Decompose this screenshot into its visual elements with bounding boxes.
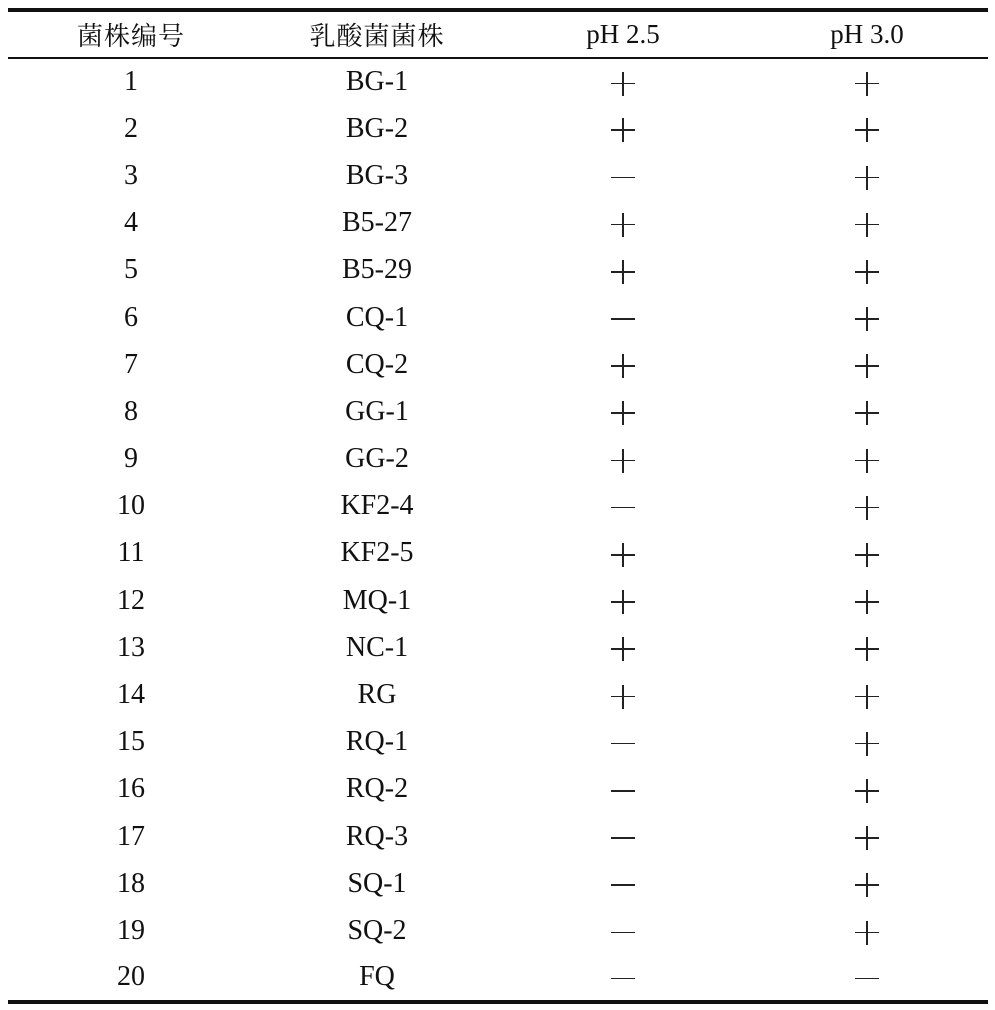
strain-number-cell: 5 [124, 254, 138, 286]
plus-icon [611, 637, 635, 661]
ph-2-5-result-cell [500, 294, 746, 341]
ph-3-0-result-cell [746, 813, 988, 860]
ph-2-5-result-cell [500, 530, 746, 577]
strain-number-cell: 6 [124, 301, 138, 333]
plus-icon [855, 307, 879, 331]
acid-tolerance-table [8, 8, 988, 1004]
plus-icon [855, 873, 879, 897]
ph-2-5-result-cell [500, 388, 746, 435]
minus-icon [611, 307, 635, 331]
ph-2-5-result-cell [500, 247, 746, 294]
plus-icon [855, 685, 879, 709]
strain-name-cell: CQ-1 [345, 301, 409, 333]
plus-icon [855, 354, 879, 378]
strain-number-cell: 12 [117, 584, 145, 616]
strain-name-cell: RG [357, 679, 397, 711]
ph-2-5-result-cell [500, 671, 746, 718]
plus-icon [611, 354, 635, 378]
table-row [8, 388, 988, 435]
strain-name-cell: GG-1 [345, 395, 409, 427]
ph-3-0-result-cell [746, 766, 988, 813]
minus-icon [611, 967, 635, 991]
strain-name-cell: CQ-2 [345, 348, 409, 380]
strain-number-cell: 9 [124, 443, 138, 475]
plus-icon [855, 590, 879, 614]
plus-icon [611, 590, 635, 614]
minus-icon [855, 967, 879, 991]
header-lab-strain: 乳酸菌菌株 [254, 10, 500, 58]
ph-2-5-result-cell [500, 907, 746, 954]
strain-number-cell: 4 [124, 207, 138, 239]
strain-number-cell: 1 [124, 66, 138, 98]
plus-icon [855, 72, 879, 96]
ph-2-5-result-cell [500, 436, 746, 483]
ph-3-0-result-cell [746, 577, 988, 624]
strain-number-cell: 15 [117, 726, 145, 758]
ph-2-5-result-cell [500, 341, 746, 388]
table-row [8, 341, 988, 388]
table-row [8, 200, 988, 247]
plus-icon [611, 118, 635, 142]
header-row [8, 10, 988, 58]
table-header [8, 10, 988, 58]
ph-3-0-result-cell [746, 907, 988, 954]
ph-3-0-result-cell [746, 152, 988, 199]
strain-name-cell: KF2-4 [340, 490, 414, 522]
ph-2-5-result-cell [500, 200, 746, 247]
strain-number-cell: 14 [117, 679, 145, 711]
minus-icon [611, 826, 635, 850]
ph-2-5-result-cell [500, 766, 746, 813]
strain-name-cell: KF2-5 [340, 537, 414, 569]
strain-name-cell: GG-2 [345, 443, 409, 475]
plus-icon [855, 496, 879, 520]
strain-name-cell: B5-29 [342, 254, 412, 286]
table-row [8, 577, 988, 624]
plus-icon [611, 72, 635, 96]
table-row [8, 907, 988, 954]
ph-2-5-result-cell [500, 860, 746, 907]
ph-3-0-result-cell [746, 341, 988, 388]
ph-3-0-result-cell [746, 388, 988, 435]
ph-2-5-result-cell [500, 152, 746, 199]
strain-number-cell: 13 [117, 631, 145, 663]
plus-icon [611, 449, 635, 473]
ph-2-5-result-cell [500, 624, 746, 671]
minus-icon [611, 779, 635, 803]
table-row [8, 671, 988, 718]
ph-3-0-result-cell [746, 671, 988, 718]
minus-icon [611, 732, 635, 756]
table-row [8, 294, 988, 341]
plus-icon [611, 543, 635, 567]
strain-name-cell: BG-2 [345, 112, 409, 144]
minus-icon [611, 873, 635, 897]
strain-number-cell: 18 [117, 867, 145, 899]
ph-3-0-result-cell [746, 955, 988, 1002]
strain-number-cell: 7 [124, 348, 138, 380]
strain-name-cell: B5-27 [342, 207, 412, 239]
plus-icon [855, 166, 879, 190]
strain-number-cell: 2 [124, 112, 138, 144]
table-row [8, 766, 988, 813]
table-row [8, 624, 988, 671]
ph-2-5-result-cell [500, 813, 746, 860]
strain-name-cell: SQ-2 [347, 914, 407, 946]
plus-icon [855, 779, 879, 803]
strain-number-cell: 20 [8, 955, 254, 1002]
ph-2-5-result-cell [500, 483, 746, 530]
table-row [8, 955, 988, 1002]
table-row [8, 436, 988, 483]
plus-icon [855, 118, 879, 142]
ph-3-0-result-cell [746, 624, 988, 671]
strain-number-cell: 17 [117, 820, 145, 852]
table-row [8, 813, 988, 860]
header-ph-2-5: pH 2.5 [500, 10, 746, 58]
ph-3-0-result-cell [746, 294, 988, 341]
table-row [8, 860, 988, 907]
plus-icon [611, 260, 635, 284]
plus-icon [855, 637, 879, 661]
ph-3-0-result-cell [746, 200, 988, 247]
minus-icon [611, 166, 635, 190]
ph-3-0-result-cell [746, 436, 988, 483]
strain-number-cell: 19 [117, 914, 145, 946]
ph-2-5-result-cell [500, 58, 746, 105]
ph-3-0-result-cell [746, 530, 988, 577]
strain-name-cell: BG-1 [345, 66, 409, 98]
plus-icon [611, 401, 635, 425]
table-row [8, 719, 988, 766]
strain-name-cell: RQ-3 [345, 820, 409, 852]
plus-icon [855, 732, 879, 756]
table-row [8, 58, 988, 105]
strain-number-cell: 8 [124, 395, 138, 427]
ph-2-5-result-cell [500, 719, 746, 766]
strain-number-cell: 16 [117, 773, 145, 805]
header-strain-number: 菌株编号 [8, 10, 254, 58]
plus-icon [611, 685, 635, 709]
strain-number-cell: 3 [124, 159, 138, 191]
table-row [8, 247, 988, 294]
table-row [8, 152, 988, 199]
table-row [8, 483, 988, 530]
table-body [8, 58, 988, 1002]
ph-3-0-result-cell [746, 105, 988, 152]
plus-icon [855, 921, 879, 945]
ph-2-5-result-cell [500, 105, 746, 152]
ph-3-0-result-cell [746, 719, 988, 766]
strain-name-cell: RQ-1 [345, 726, 409, 758]
header-ph-3-0: pH 3.0 [746, 10, 988, 58]
plus-icon [855, 213, 879, 237]
strain-name-cell: RQ-2 [345, 773, 409, 805]
minus-icon [611, 921, 635, 945]
plus-icon [855, 449, 879, 473]
ph-2-5-result-cell [500, 577, 746, 624]
table-row [8, 105, 988, 152]
ph-3-0-result-cell [746, 58, 988, 105]
ph-3-0-result-cell [746, 860, 988, 907]
minus-icon [611, 496, 635, 520]
plus-icon [855, 826, 879, 850]
plus-icon [855, 543, 879, 567]
plus-icon [611, 213, 635, 237]
table-row [8, 530, 988, 577]
plus-icon [855, 401, 879, 425]
strain-name-cell: SQ-1 [347, 867, 407, 899]
strain-name-cell: MQ-1 [342, 584, 412, 616]
strain-number-cell: 10 [117, 490, 145, 522]
ph-3-0-result-cell [746, 247, 988, 294]
ph-2-5-result-cell [500, 955, 746, 1002]
strain-name-cell: BG-3 [345, 159, 409, 191]
ph-3-0-result-cell [746, 483, 988, 530]
strain-name-cell: NC-1 [345, 631, 409, 663]
results-table-container [8, 8, 988, 1004]
strain-name-cell: FQ [254, 955, 500, 1002]
plus-icon [855, 260, 879, 284]
strain-number-cell: 11 [117, 537, 145, 569]
